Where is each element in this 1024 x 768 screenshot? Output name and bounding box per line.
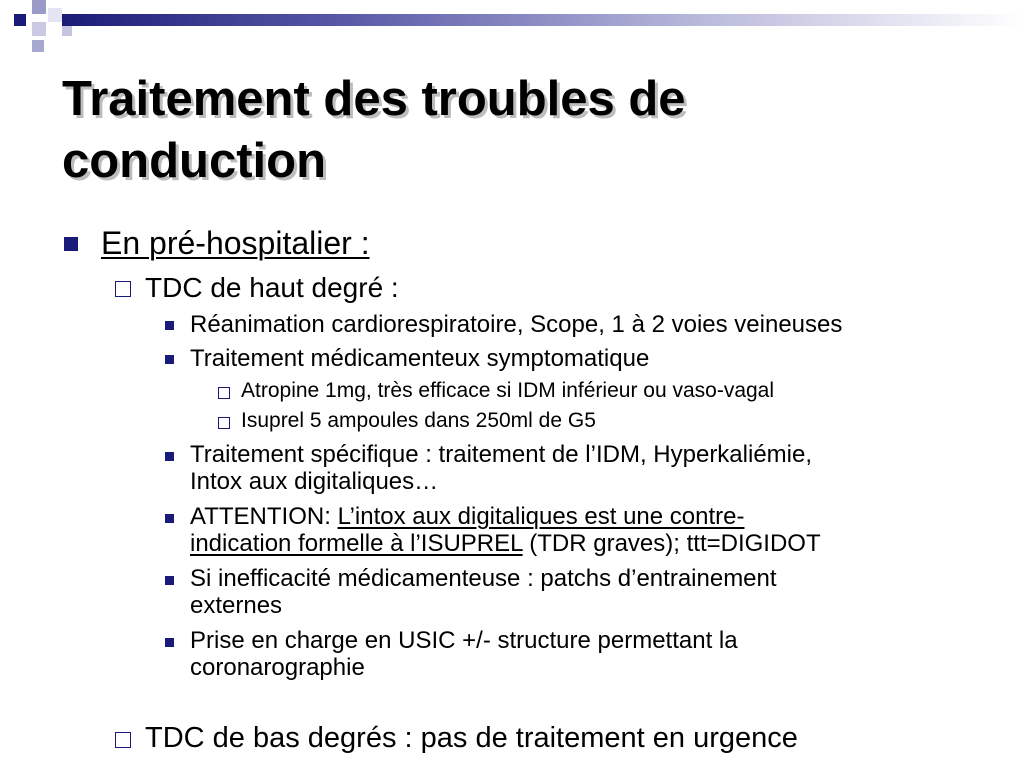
inefficacite-line1: Si inefficacité médicamenteuse : patchs d’entrainement: [190, 565, 777, 592]
attention-underlined-1: L’intox aux digitaliques est une contre-: [337, 503, 745, 530]
small-square-bullet-icon: [165, 638, 174, 647]
small-square-bullet-icon: [165, 355, 174, 364]
level1-heading-text: En pré-hospitalier :: [101, 225, 370, 261]
slide-title-line2: conduction: [62, 134, 327, 188]
list-item-isuprel: Isuprel 5 ampoules dans 250ml de G5: [241, 409, 596, 432]
slide-title-line1: Traitement des troubles de: [62, 72, 686, 126]
list-item-prise-en-charge: [190, 627, 738, 681]
level1-heading: [101, 223, 370, 263]
level2-heading-bas: TDC de bas degrés : pas de traitement en urgence: [145, 722, 798, 754]
hollow-square-bullet-icon: [218, 387, 230, 399]
deco-square: [32, 40, 44, 52]
small-square-bullet-icon: [165, 576, 174, 585]
specifique-line1: Traitement spécifique : traitement de l’IDM, Hyperkaliémie,: [190, 441, 813, 468]
prise-line1: Prise en charge en USIC +/- structure permettant la: [190, 627, 738, 654]
hollow-square-bullet-icon: [115, 281, 131, 297]
square-bullet-icon: [64, 237, 78, 251]
deco-square: [48, 8, 62, 22]
list-item-reanimation: Réanimation cardiorespiratoire, Scope, 1 à 2 voies veineuses: [190, 311, 843, 338]
specifique-line2: Intox aux digitaliques…: [190, 468, 439, 495]
prise-line2: coronarographie: [190, 654, 365, 681]
header-decoration: [0, 0, 1024, 60]
inefficacite-line2: externes: [190, 592, 283, 619]
attention-prefix: ATTENTION:: [190, 503, 338, 530]
attention-underlined-2: indication formelle à l’ISUPREL: [190, 530, 523, 557]
hollow-square-bullet-icon: [115, 732, 131, 748]
hollow-square-bullet-icon: [218, 417, 230, 429]
list-item-atropine: Atropine 1mg, très efficace si IDM inférieur ou vaso-vagal: [241, 379, 775, 402]
list-item-traitement-medicamenteux: Traitement médicamenteux symptomatique: [190, 345, 650, 372]
level2-heading-haut: TDC de haut degré :: [145, 272, 399, 303]
slide-title: [62, 68, 962, 192]
deco-square: [62, 26, 72, 36]
deco-square: [14, 14, 26, 26]
header-gradient-bar: [62, 14, 1024, 26]
small-square-bullet-icon: [165, 452, 174, 461]
small-square-bullet-icon: [165, 514, 174, 523]
deco-square: [32, 22, 46, 36]
deco-square: [32, 0, 46, 14]
list-item-traitement-specifique: [190, 441, 812, 495]
attention-suffix: (TDR graves); ttt=DIGIDOT: [522, 530, 821, 557]
list-item-inefficacite: [190, 565, 777, 619]
small-square-bullet-icon: [165, 321, 174, 330]
list-item-attention: [190, 503, 821, 557]
